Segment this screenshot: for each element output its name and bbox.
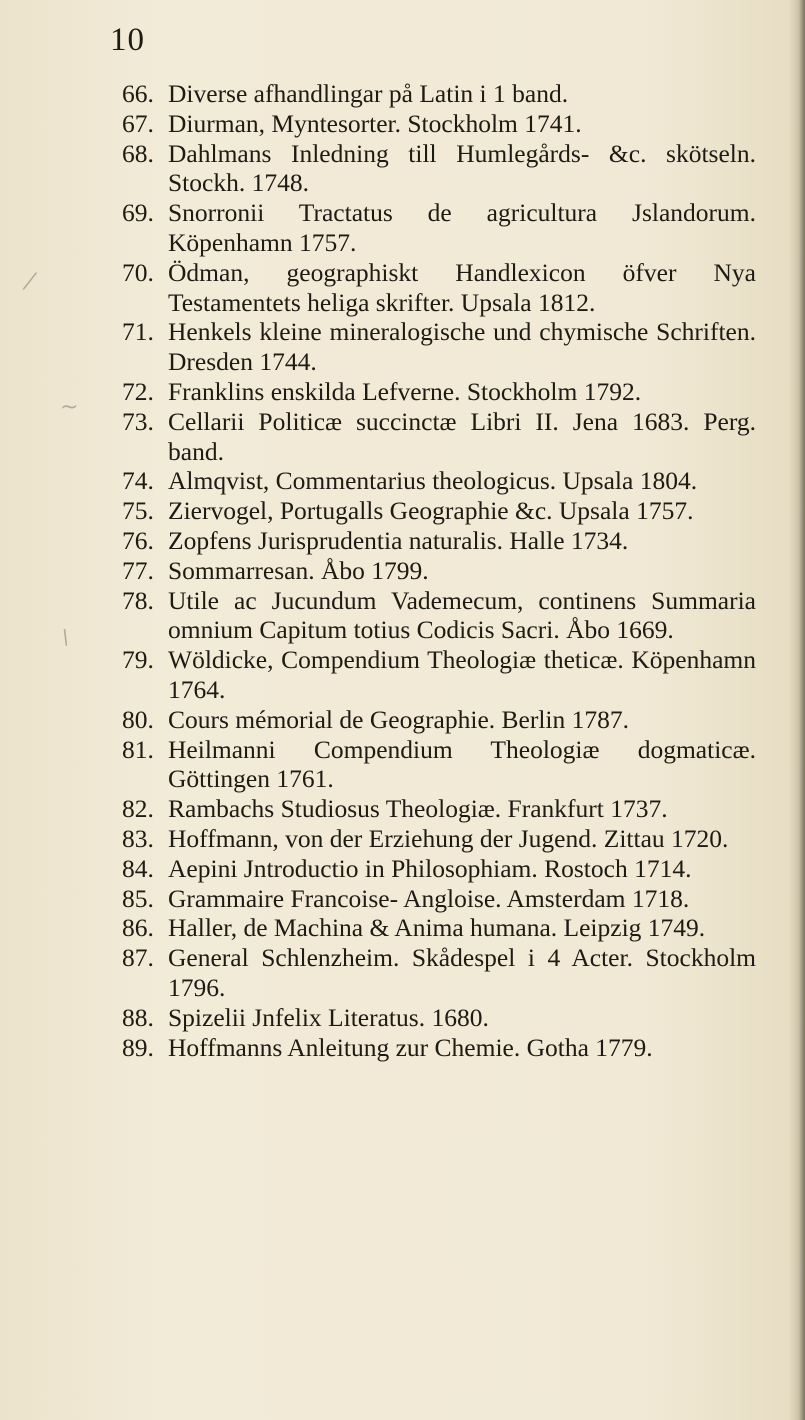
catalogue-entry <box>0 258 805 318</box>
entry-text: Wöldicke, Compendium Theologiæ theticæ. Köpenhamn 1764. <box>168 645 756 704</box>
entry-text: Rambachs Studiosus Theologiæ. Frankfurt 1737. <box>168 794 668 824</box>
entry-number: 82. <box>122 794 154 824</box>
catalogue-entry <box>0 139 805 199</box>
entry-text: Snorronii Tractatus de agricultura Jslandorum. Köpenhamn 1757. <box>168 198 756 257</box>
entry-text: Almqvist, Commentarius theologicus. Upsala 1804. <box>168 466 698 496</box>
catalogue-entry <box>0 109 805 139</box>
catalogue-entry <box>0 466 805 496</box>
entry-number: 73. <box>122 406 154 436</box>
page-number: 10 <box>110 22 145 58</box>
entry-number: 67. <box>122 108 154 138</box>
entry-text: Sommarresan. Åbo 1799. <box>168 555 429 585</box>
entry-number: 79. <box>122 645 154 675</box>
pencil-mark: ~ <box>60 395 79 420</box>
entry-text: Diverse afhandlingar på Latin i 1 band. <box>168 79 569 108</box>
entry-text: Dahlmans Inledning till Humlegårds- &c. skötseln. Stockh. 1748. <box>168 138 756 198</box>
entry-number: 71. <box>122 317 154 347</box>
entry-number: 75. <box>122 496 154 526</box>
entry-text: Grammaire Francoise- Angloise. Amsterdam 1718. <box>168 883 690 913</box>
entry-number: 86. <box>122 913 154 943</box>
catalogue-entry <box>0 198 805 258</box>
pencil-mark: ⁄ <box>28 270 32 295</box>
entry-text: Haller, de Machina & Anima humana. Leipzig 1749. <box>168 913 706 943</box>
catalogue-entry <box>0 1003 805 1033</box>
catalogue-entry <box>0 79 805 109</box>
catalogue-entry <box>0 794 805 824</box>
entry-number: 69. <box>122 198 154 228</box>
entry-number: 66. <box>122 79 154 108</box>
catalogue-entry <box>0 556 805 586</box>
catalogue-entry <box>0 526 805 556</box>
catalogue-entry <box>0 407 805 467</box>
entry-text: Henkels kleine mineralogische und chymische Schriften. Dresden 1744. <box>168 317 756 377</box>
entry-text: Ödman, geographiskt Handlexicon öfver Nya Testamentets heliga skrifter. Upsala 1812. <box>168 257 756 317</box>
entry-number: 72. <box>122 376 154 406</box>
entry-number: 76. <box>122 525 154 555</box>
entry-number: 70. <box>122 257 154 287</box>
catalogue-entry <box>0 317 805 377</box>
entry-number: 89. <box>122 1032 154 1062</box>
catalogue-entry <box>0 913 805 943</box>
entry-text: Ziervogel, Portugalls Geographie &c. Upsala 1757. <box>168 496 694 526</box>
catalogue-entry <box>0 854 805 884</box>
catalogue-entry <box>0 705 805 735</box>
catalogue-entry <box>0 735 805 795</box>
catalogue-entry <box>0 377 805 407</box>
entry-text: Franklins enskilda Lefverne. Stockholm 1792. <box>168 376 642 406</box>
entry-number: 68. <box>122 138 154 168</box>
entry-text: Diurman, Myntesorter. Stockholm 1741. <box>168 108 582 138</box>
catalogue-entry <box>0 645 805 705</box>
entry-number: 81. <box>122 734 154 764</box>
entry-text: Cours mémorial de Geographie. Berlin 1787. <box>168 704 630 734</box>
catalogue-list <box>0 79 805 1062</box>
catalogue-entry <box>0 586 805 646</box>
entry-text: Hoffmann, von der Erziehung der Jugend. Zittau 1720. <box>168 823 729 853</box>
entry-text: Heilmanni Compendium Theologiæ dogmaticæ. Göttingen 1761. <box>168 734 756 794</box>
entry-number: 85. <box>122 883 154 913</box>
pencil-mark: \ <box>62 625 69 649</box>
catalogue-entry <box>0 824 805 854</box>
catalogue-entry <box>0 496 805 526</box>
entry-number: 88. <box>122 1002 154 1032</box>
entry-text: General Schlenzheim. Skådespel i 4 Acter. Stockholm 1796. <box>168 943 756 1002</box>
entry-text: Hoffmanns Anleitung zur Chemie. Gotha 1779. <box>168 1032 653 1062</box>
entry-text: Utile ac Jucundum Vademecum, continens Summaria omnium Capitum totius Codicis Sacri. Åbo 1669. <box>168 585 756 645</box>
catalogue-entry <box>0 943 805 1003</box>
entry-number: 77. <box>122 555 154 585</box>
entry-text: Cellarii Politicæ succinctæ Libri II. Jena 1683. Perg. band. <box>168 406 756 466</box>
catalogue-entry <box>0 1033 805 1063</box>
entry-text: Aepini Jntroductio in Philosophiam. Rostoch 1714. <box>168 853 692 883</box>
entry-number: 74. <box>122 466 154 496</box>
entry-number: 78. <box>122 585 154 615</box>
entry-text: Spizelii Jnfelix Literatus. 1680. <box>168 1002 489 1032</box>
entry-text: Zopfens Jurisprudentia naturalis. Halle 1734. <box>168 525 629 555</box>
entry-number: 80. <box>122 704 154 734</box>
entry-number: 83. <box>122 823 154 853</box>
entry-number: 87. <box>122 943 154 973</box>
entry-number: 84. <box>122 853 154 883</box>
catalogue-entry <box>0 884 805 914</box>
